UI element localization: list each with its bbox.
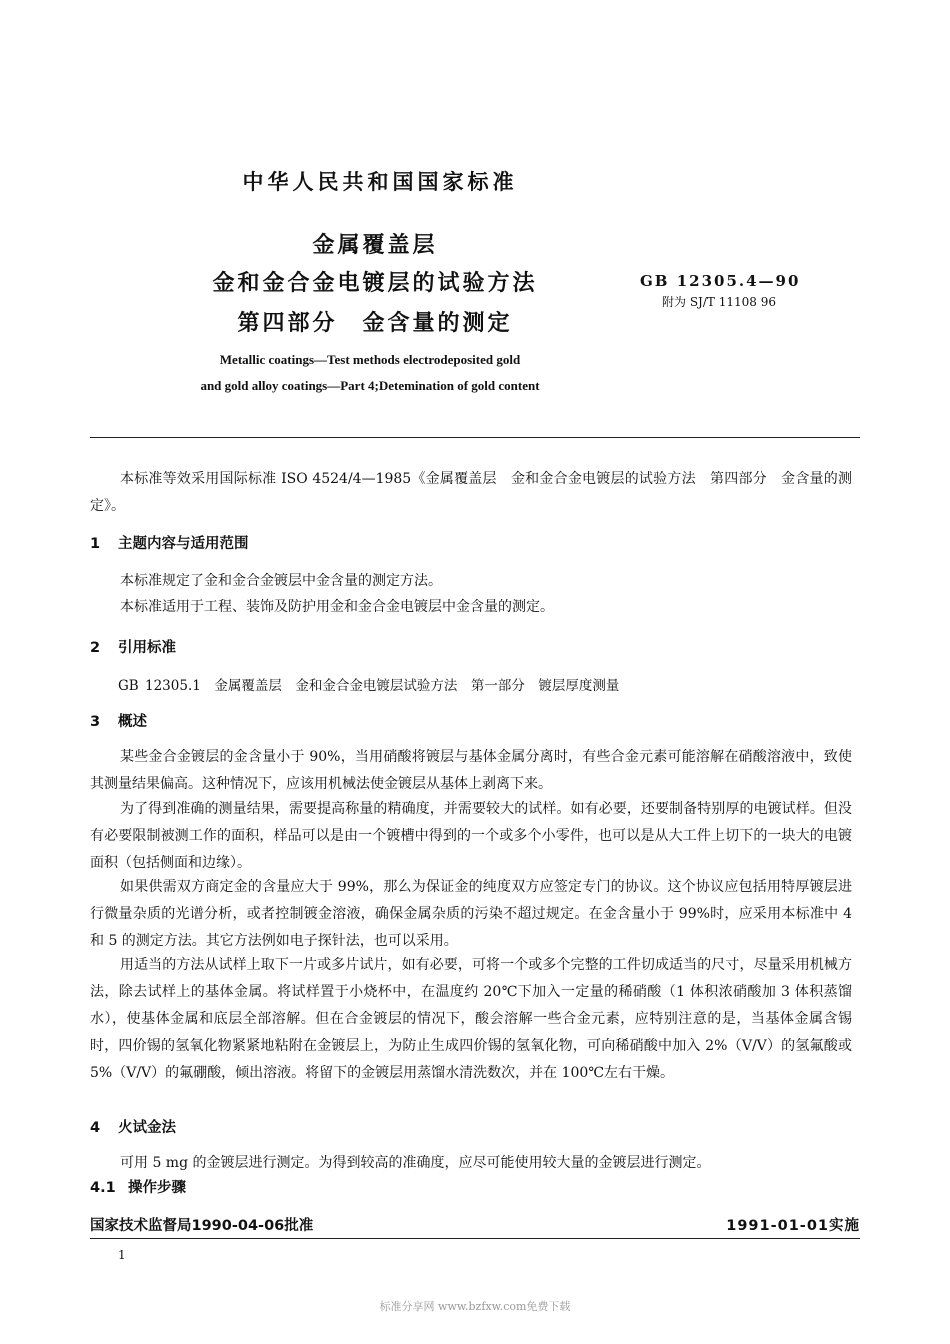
section-title: 主题内容与适用范围 xyxy=(118,536,249,552)
referenced-standard: GB 12305.1 金属覆盖层 金和金合金电镀层试验方法 第一部分 镀层厚度测量 xyxy=(118,678,620,694)
section-4-heading xyxy=(90,1116,176,1137)
section-title: 概述 xyxy=(118,714,147,730)
intro-paragraph: 本标准等效采用国际标准 ISO 4524/4—1985《金属覆盖层 金和金合金电镀层的试验方法 第四部分 金含量的测定》。 xyxy=(90,471,852,514)
section-number: 3 xyxy=(90,714,101,730)
title-line-1: 金属覆盖层 xyxy=(312,233,438,258)
title-line-2: 金和金合金电镀层的试验方法 xyxy=(212,271,538,296)
section-number: 1 xyxy=(90,536,101,552)
title-line-3: 第四部分 金含量的测定 xyxy=(237,311,513,336)
standard-number: GB 12305.4—90 xyxy=(640,272,801,290)
header-divider xyxy=(90,437,860,438)
subsection-title: 操作步骤 xyxy=(128,1180,186,1196)
english-title-line-2: and gold alloy coatings—Part 4;Detemination of gold content xyxy=(200,378,540,393)
subsection-4-1-heading xyxy=(90,1176,186,1197)
effective-date: 1991-01-01实施 xyxy=(726,1218,860,1234)
footer-divider xyxy=(90,1238,860,1239)
section-1-paragraph-1: 本标准规定了金和金合金镀层中金含量的测定方法。 xyxy=(120,573,442,589)
section-3-heading xyxy=(90,710,147,731)
national-standard-heading: 中华人民共和国国家标准 xyxy=(242,170,518,194)
english-title-line-1: Metallic coatings—Test methods electrodeposited gold xyxy=(219,352,521,367)
section-title: 引用标准 xyxy=(118,640,176,656)
section-number: 2 xyxy=(90,640,101,656)
page-number: 1 xyxy=(118,1248,126,1262)
section-3-paragraph-1: 某些金合金镀层的金含量小于 90%，当用硝酸将镀层与基体金属分离时，有些合金元素可能溶解在硝酸溶液中，致使其测量结果偏高。这种情况下，应该用机械法使金镀层从基体上剥离下来。 xyxy=(90,749,852,792)
section-4-paragraph: 可用 5 mg 的金镀层进行测定。为得到较高的准确度，应尽可能使用较大量的金镀层进行测定。 xyxy=(120,1155,711,1171)
section-title: 火试金法 xyxy=(118,1120,176,1136)
approval-date: 国家技术监督局1990-04-06批准 xyxy=(90,1218,314,1234)
subsection-number: 4.1 xyxy=(90,1180,116,1196)
section-number: 4 xyxy=(90,1120,101,1136)
section-2-heading xyxy=(90,636,176,657)
section-1-heading xyxy=(90,532,249,553)
alternate-standard-number: 附为 SJ/T 11108 96 xyxy=(662,295,776,309)
section-3-paragraph-2: 为了得到准确的测量结果，需要提高称量的精确度，并需要较大的试样。如有必要，还要制备特别厚的电镀试样。但没有必要限制被测工作的面积，样品可以是由一个镀槽中得到的一个或多个小零件，也可以是从大工件上切下的一块大的电镀面积（包括侧面和边缘）。 xyxy=(90,801,852,871)
section-3-paragraph-4: 用适当的方法从试样上取下一片或多片试片，如有必要，可将一个或多个完整的工件切成适当的尺寸，尽量采用机械方法，除去试样上的基体金属。将试样置于小烧杯中，在温度约 20℃下加入一定量的稀硝酸（1 体积浓硝酸加 3 体积蒸馏水），使基体金属和底层全部溶解。但在合金镀层的情况下，酸会溶解一些合金元素，应特别注意的是，当基体金属含锡时，四价锡的氢氧化物紧紧地粘附在金镀层上，为防止生成四价锡的氢氧化物，可向稀硝酸中加入 2%（V/V）的氢氟酸或 5%（V/V）的氟硼酸，倾出溶液。将留下的金镀层用蒸馏水清洗数次，并在 100℃左右干燥。 xyxy=(90,957,852,1081)
download-watermark: 标准分享网 www.bzfxw.com免费下载 xyxy=(379,1300,571,1313)
section-3-paragraph-3: 如果供需双方商定金的含量应大于 99%，那么为保证金的纯度双方应签定专门的协议。这个协议应包括用特厚镀层进行微量杂质的光谱分析，或者控制镀金溶液，确保金属杂质的污染不超过规定。在金含量小于 99%时，应采用本标准中 4 和 5 的测定方法。其它方法例如电子探针法，也可以采用。 xyxy=(90,879,852,949)
section-1-paragraph-2: 本标准适用于工程、装饰及防护用金和金合金电镀层中金含量的测定。 xyxy=(120,599,554,615)
